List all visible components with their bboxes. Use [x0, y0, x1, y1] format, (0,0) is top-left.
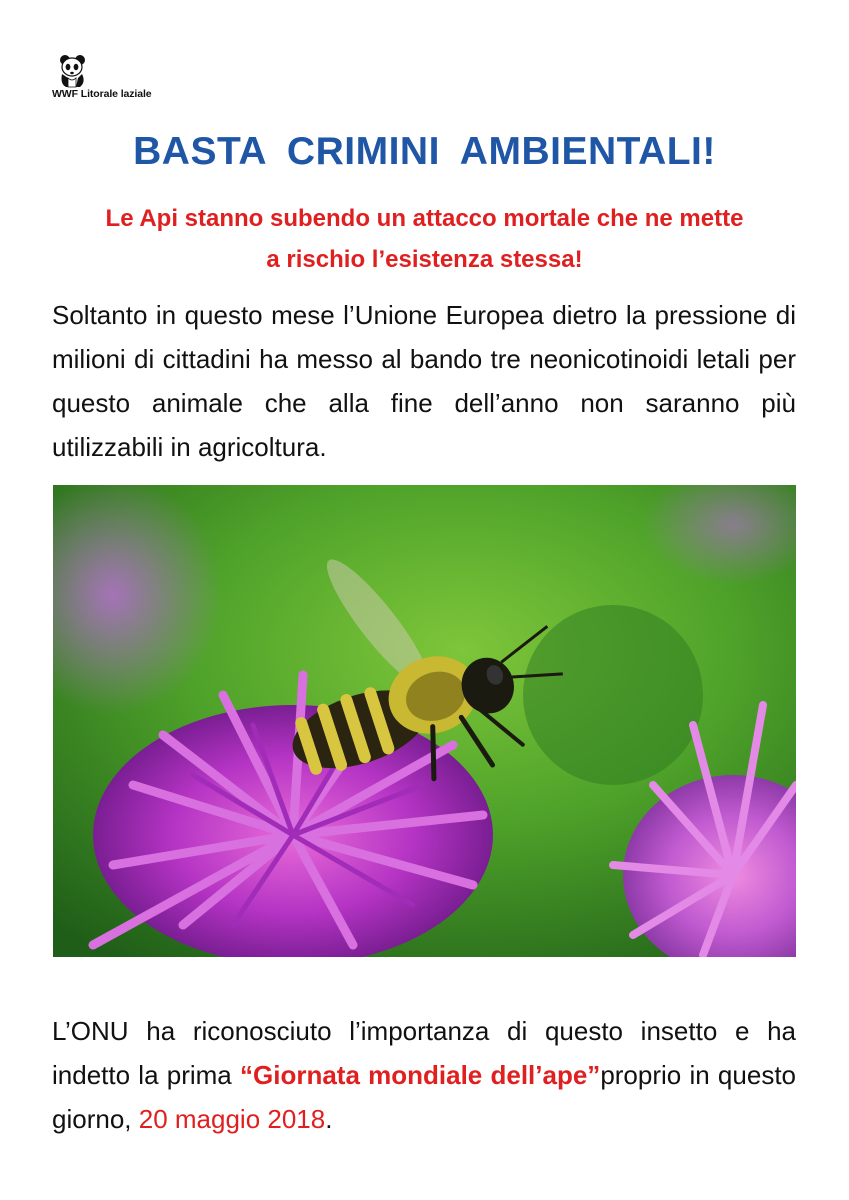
event-date: 20 maggio 2018 [138, 1104, 326, 1134]
bee-on-flower-photo [53, 485, 796, 957]
onu-text-end: . [325, 1104, 333, 1134]
subtitle-line-2: a rischio l’esistenza stessa! [266, 246, 583, 273]
onu-text-part2: proprio in questo giorno, [52, 1060, 796, 1134]
page-title: BASTA CRIMINI AMBIENTALI! [133, 130, 716, 173]
subtitle-line-1: Le Api stanno subendo un attacco mortale che ne mette [105, 205, 744, 232]
world-bee-day-name: “Giornata mondiale dell’ape” [240, 1060, 601, 1090]
onu-paragraph [52, 1009, 796, 1141]
subtitle [40, 198, 809, 280]
onu-text-part1: L’ONU ha riconosciuto l’importanza di questo insetto e ha indetto la prima [52, 1016, 796, 1090]
panda-icon [56, 54, 90, 88]
wwf-logo [52, 54, 192, 104]
logo-text: WWF Litorale laziale [52, 88, 152, 100]
intro-paragraph: Soltanto in questo mese l’Unione Europea dietro la pressione di milioni di cittadini ha messo al bando tre neonicotinoidi letali per questo animale che alla fine dell’anno non saranno più utilizzabili in agricoltura. [52, 300, 796, 462]
